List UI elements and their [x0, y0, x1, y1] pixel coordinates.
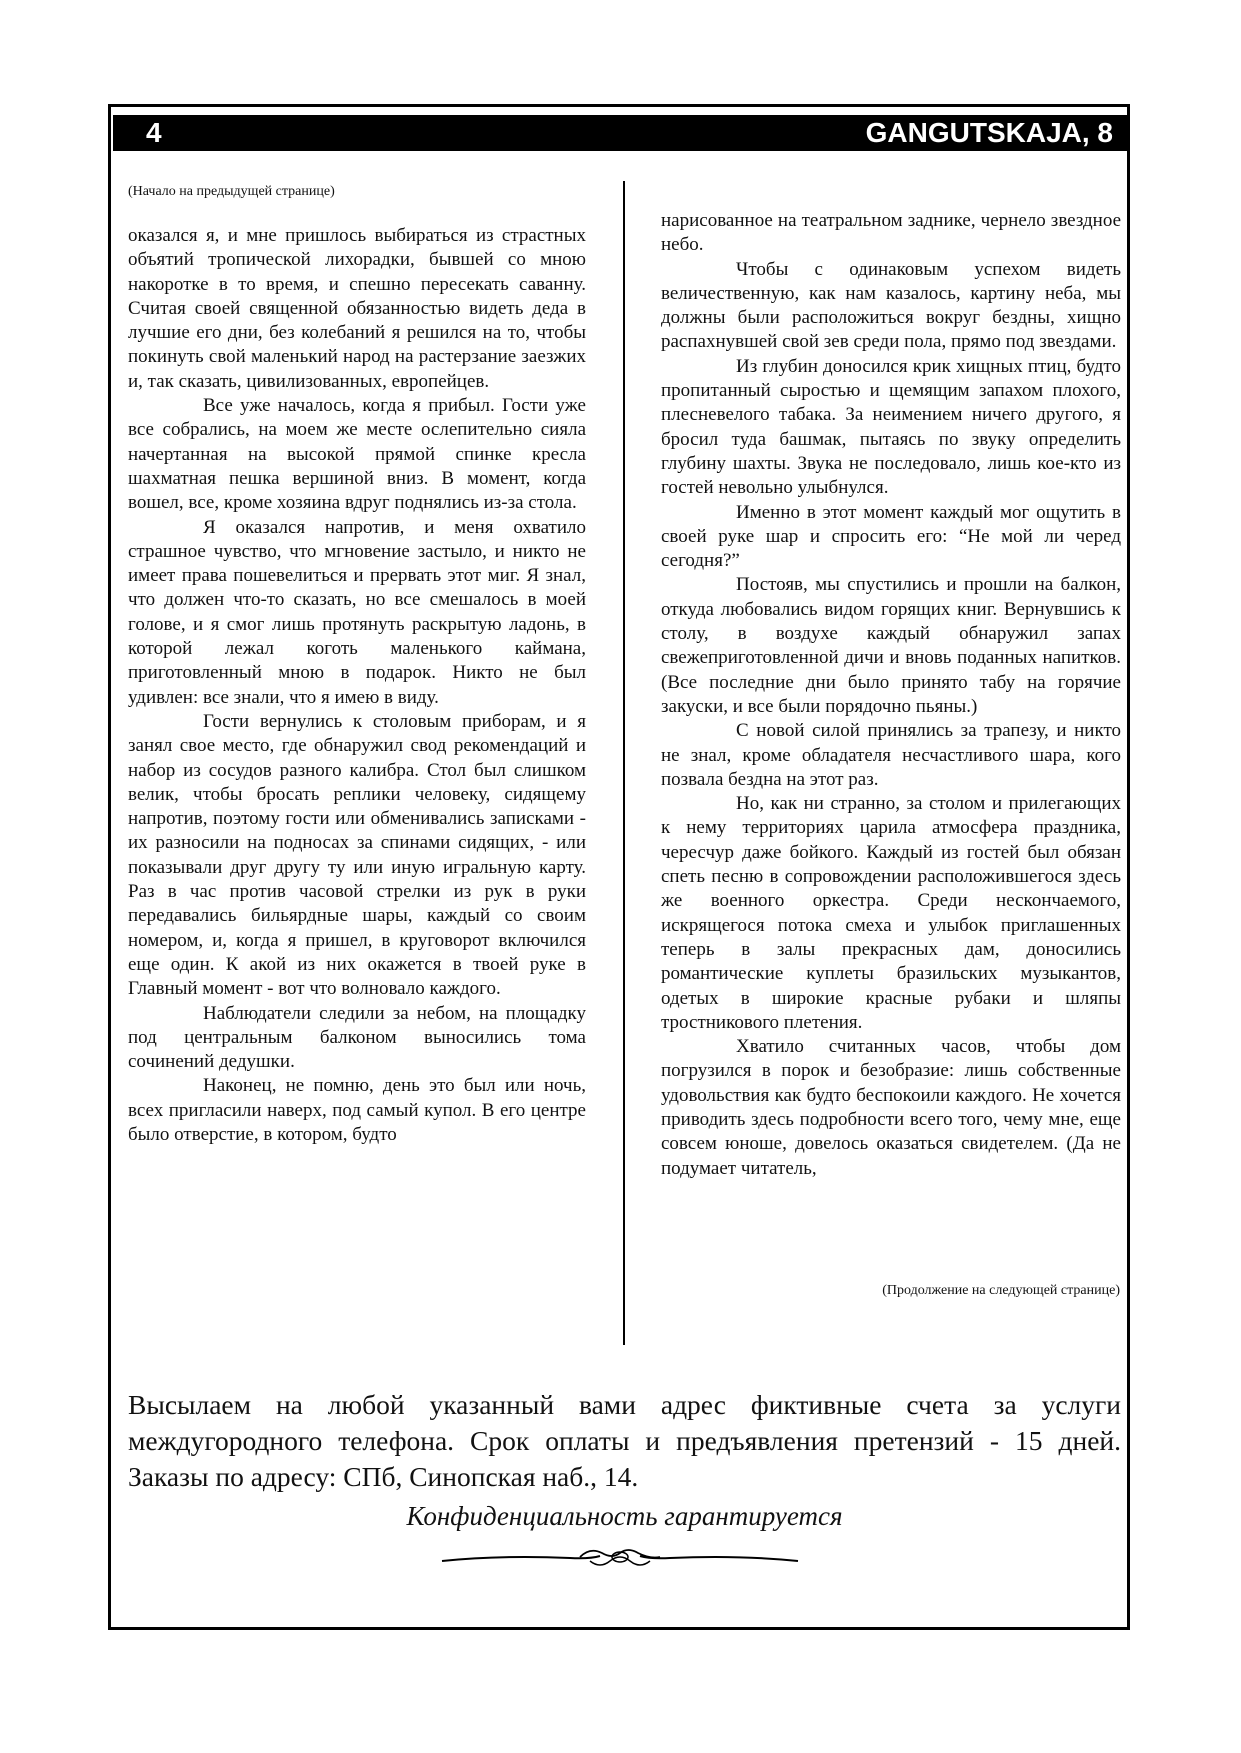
paragraph: Именно в этот момент каждый мог ощутить в своей руке шар и спросить его: “Не мой ли черед сегодня?”	[661, 501, 1121, 572]
paragraph: Хватило считанных часов, чтобы дом погрузился в порок и безобразие: лишь собственные удовольствия как будто беспокоили каждого. Не хочется приводить здесь подробности всего того, чему мне, еще совсем юноше, довелось оказаться свидетелем. (Да не подумает читатель,	[661, 1036, 1121, 1179]
continued-from-note: (Начало на предыдущей странице)	[128, 184, 335, 199]
publication-title: GANGUTSKAJA, 8	[865, 117, 1113, 148]
paragraph: Наблюдатели следили за небом, на площадку под центральным балконом выносились тома сочинений дедушки.	[128, 1002, 586, 1073]
continued-on-note: (Продолжение на следующей странице)	[882, 1283, 1120, 1298]
paragraph: нарисованное на театральном заднике, чернело звездное небо.	[661, 210, 1121, 256]
ornament-divider-icon	[440, 1543, 800, 1573]
page-header	[113, 115, 1127, 151]
right-column	[661, 209, 1121, 1181]
paragraph: Наконец, не помню, день это был или ночь, всех пригласили наверх, под самый купол. В его центре было отверстие, в котором, будто	[128, 1075, 586, 1145]
paragraph: С новой силой принялись за трапезу, и никто не знал, кроме обладателя несчастливого шара, кого позвала бездна на этот раз.	[661, 720, 1121, 790]
paragraph: Я оказался напротив, и меня охватило страшное чувство, что мгновение застыло, и никто не имеет права пошевелиться и прервать этот миг. Я знал, что должен что-то сказать, но все смешалось в моей голове, и я смог лишь протянуть раскрытую ладонь, в которой лежал коготь маленького каймана, приготовленный мною в подарок. Никто не был удивлен: все знали, что я имею в виду.	[128, 516, 586, 708]
left-column	[128, 224, 586, 1147]
advertisement	[128, 1387, 1121, 1495]
paragraph: Из глубин доносился крик хищных птиц, будто пропитанный сыростью и щемящим запахом плохого, плесневелого табака. За неимением ничего другого, я бросил туда башмак, пытаясь по звуку определить глубину шахты. Звука не последовало, лишь кое-кто из гостей невольно улыбнулся.	[661, 355, 1121, 499]
page-number: 4	[146, 117, 162, 148]
advertisement-tagline: Конфиденциальность гарантируется	[406, 1501, 843, 1531]
column-divider	[623, 181, 625, 1345]
paragraph: Постояв, мы спустились и прошли на балкон, откуда любовались видом горящих книг. Вернувшись к столу, в воздухе каждый обнаружил запах свежеприготовленной дичи и вновь поданных напитков. (Все последние дни было принято табу на горячие закуски, и все были порядочно пьяны.)	[661, 574, 1121, 717]
paragraph: оказался я, и мне пришлось выбираться из страстных объятий тропической лихорадки, бывшей со мною накоротке в то время, и спешно пересекать саванну. Считая своей священной обязанностью видеть деда в лучшие его дни, без колебаний я решился на то, чтобы покинуть свой маленький народ на растерзание заезжих и, так сказать, цивилизованных, европейцев.	[128, 225, 586, 392]
paragraph: Чтобы с одинаковым успехом видеть величественную, как нам казалось, картину неба, мы должны были расположиться вокруг бездны, хищно распахнувшей свой зев среди пола, прямо под звездами.	[661, 258, 1121, 353]
paragraph: Все уже началось, когда я прибыл. Гости уже все собрались, на моем же месте ослепительно сияла начертанная на высокой прямой спинке кресла шахматная пешка вершиной вниз. В момент, когда вошел, все, кроме хозяина вдруг поднялись из-за стола.	[128, 395, 586, 514]
paragraph: Но, как ни странно, за столом и прилегающих к нему территориях царила атмосфера праздника, чересчур даже бойкого. Каждый из гостей был обязан спеть песню в сопровождении расположившегося здесь же военного оркестра. Среди нескончаемого, искрящегося потока смеха и улыбок приглашенных теперь в залы прекрасных дам, доносились романтические куплеты бразильских музыкантов, одетых в широкие красные рубаки и шляпы тростникового плетения.	[661, 793, 1121, 1033]
advertisement-text: Высылаем на любой указанный вами адрес фиктивные счета за услуги междугородного телефона. Срок оплаты и предъявления претензий - 15 дней. Заказы по адресу: СПб, Синопская наб., 14.	[128, 1389, 1121, 1492]
paragraph: Гости вернулись к столовым приборам, и я занял свое место, где обнаружил свод рекомендаций и набор из сосудов разного калибра. Стол был слишком велик, чтобы бросать реплики человеку, сидящему напротив, поэтому гости или обменивались записками - их разносили на подносах за спинами сидящих, - или показывали друг другу ту или иную игральную карту. Раз в час против часовой стрелки из рук в руки передавались бильярдные шары, каждый со своим номером, и, когда я пришел, в круговорот включился еще один. К акой из них окажется в твоей руке в Главный момент - вот что волновало каждого.	[128, 710, 586, 1000]
